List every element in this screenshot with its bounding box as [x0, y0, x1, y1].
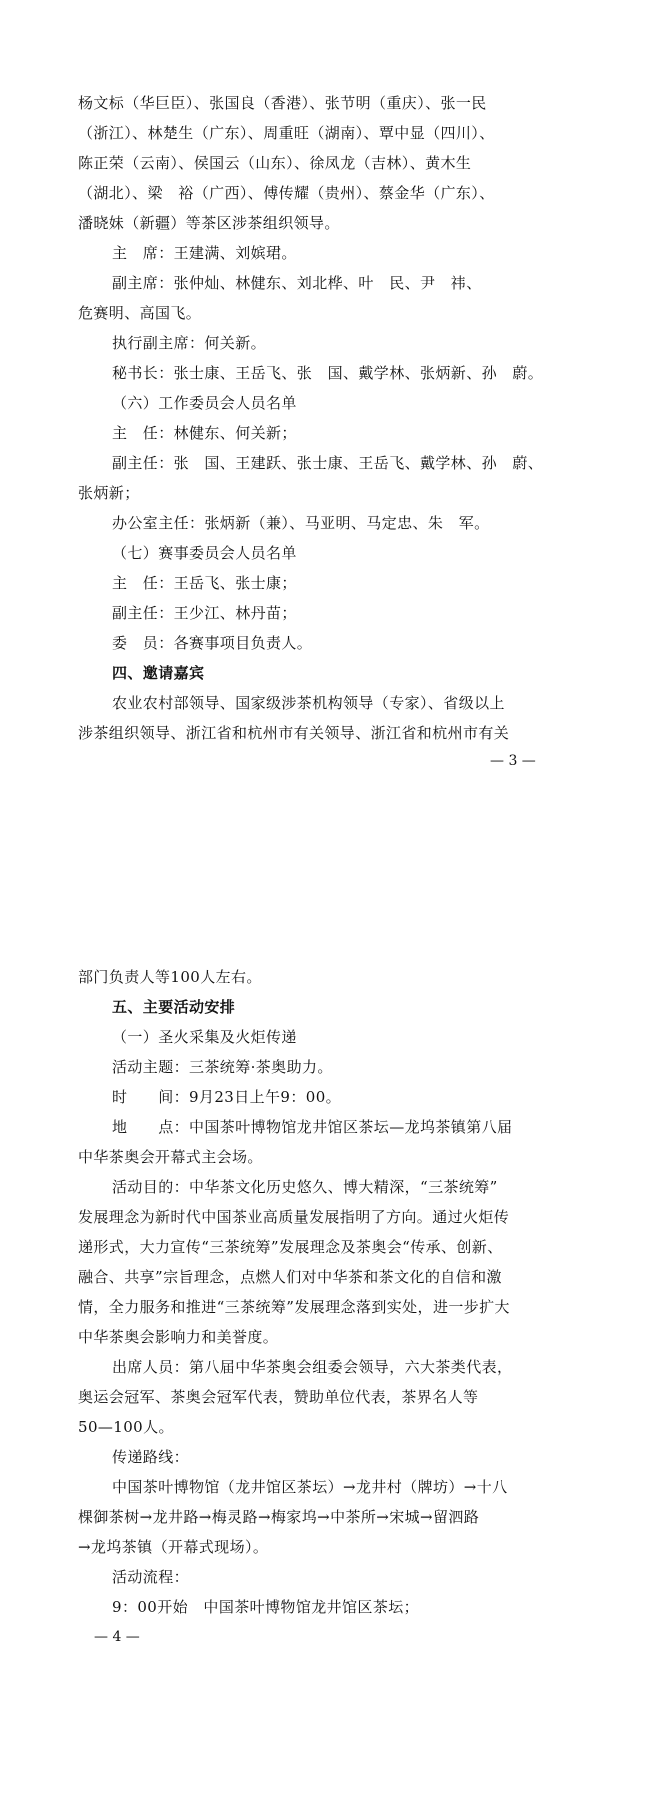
subsection-heading: （一）圣火采集及火炬传递 [112, 1028, 297, 1046]
text-line: 发展理念为新时代中国茶业高质量发展指明了方向。通过火炬传 [78, 1208, 510, 1226]
director-line: 主 任：王岳飞、张士康； [112, 574, 297, 592]
route-line: 中国茶叶博物馆（龙井馆区茶坛）→龙井村（牌坊）→十八 [112, 1478, 508, 1496]
director-line: 主 任：林健东、何关新； [112, 424, 297, 442]
text-line: 中华茶奥会开幕式主会场。 [78, 1148, 263, 1166]
text-line: 涉茶组织领导、浙江省和杭州市有关领导、浙江省和杭州市有关 [78, 724, 510, 742]
chairman-line: 主 席：王建满、刘嫔珺。 [112, 244, 297, 262]
attendees-line: 出席人员：第八届中华茶奥会组委会领导，六大茶类代表， [112, 1358, 513, 1376]
text-line: 融合、共享”宗旨理念，点燃人们对中华茶和茶文化的自信和激 [78, 1268, 502, 1286]
text-line: 部门负责人等100人左右。 [78, 968, 262, 986]
route-label: 传递路线： [112, 1448, 190, 1466]
activity-time-line: 时 间：9月23日上午9：00。 [112, 1088, 342, 1106]
subsection-heading: （七）赛事委员会人员名单 [112, 544, 297, 562]
deputy-director-line: 副主任：王少江、林丹苗； [112, 604, 297, 622]
text-line: 递形式，大力宣传“三茶统筹”发展理念及茶奥会“传承、创新、 [78, 1238, 503, 1256]
activity-location-line: 地 点：中国茶叶博物馆龙井馆区茶坛—龙坞茶镇第八届 [112, 1118, 513, 1136]
text-line: 情，全力服务和推进“三茶统筹”发展理念落到实处，进一步扩大 [78, 1298, 510, 1316]
subsection-heading: （六）工作委员会人员名单 [112, 394, 297, 412]
activity-purpose-line: 活动目的：中华茶文化历史悠久、博大精深，“三茶统筹” [112, 1178, 498, 1196]
document-page-3 [0, 0, 648, 800]
exec-vice-chairman-line: 执行副主席：何关新。 [112, 334, 267, 352]
text-line: 张炳新； [78, 484, 140, 502]
member-line: 委 员：各赛事项目负责人。 [112, 634, 313, 652]
page-number: — 4 — [94, 1629, 140, 1645]
section-heading: 四、邀请嘉宾 [112, 664, 205, 682]
text-line: 中华茶奥会影响力和美誉度。 [78, 1328, 279, 1346]
text-line: 50—100人。 [78, 1418, 174, 1436]
activity-theme-line: 活动主题：三茶统筹·茶奥助力。 [112, 1058, 333, 1076]
text-line: 奥运会冠军、茶奥会冠军代表，赞助单位代表，茶界名人等 [78, 1388, 479, 1406]
secretary-general-line: 秘书长：张士康、王岳飞、张 国、戴学林、张炳新、孙 蔚。 [112, 364, 544, 382]
page-number: — 3 — [490, 753, 536, 769]
text-line: 农业农村部领导、国家级涉茶机构领导（专家）、省级以上 [112, 694, 505, 712]
text-line: 陈正荣（云南）、侯国云（山东）、徐凤龙（吉林）、黄木生 [78, 154, 472, 172]
route-line: 棵御茶树→龙井路→梅灵路→梅家坞→中茶所→宋城→留泗路 [78, 1508, 480, 1526]
section-heading: 五、主要活动安排 [112, 998, 236, 1016]
vice-chairman-line: 副主席：张仲灿、林健东、刘北桦、叶 民、尹 祎、 [112, 274, 482, 292]
text-line: 杨文标（华巨臣）、张国良（香港）、张节明（重庆）、张一民 [78, 94, 487, 112]
deputy-director-line: 副主任：张 国、王建跃、张士康、王岳飞、戴学林、孙 蔚、 [112, 454, 544, 472]
text-line: （浙江）、林楚生（广东）、周重旺（湖南）、覃中显（四川）、 [78, 124, 495, 142]
process-label: 活动流程： [112, 1568, 190, 1586]
office-director-line: 办公室主任：张炳新（兼）、马亚明、马定忠、朱 军。 [112, 514, 490, 532]
text-line: 危赛明、高国飞。 [78, 304, 202, 322]
route-line: →龙坞茶镇（开幕式现场）。 [78, 1538, 269, 1556]
process-line: 9：00开始 中国茶叶博物馆龙井馆区茶坛； [112, 1598, 420, 1616]
text-line: 潘晓妹（新疆）等茶区涉茶组织领导。 [78, 214, 340, 232]
text-line: （湖北）、梁 裕（广西）、傅传耀（贵州）、蔡金华（广东）、 [78, 184, 495, 202]
document-page-4 [0, 960, 648, 1809]
